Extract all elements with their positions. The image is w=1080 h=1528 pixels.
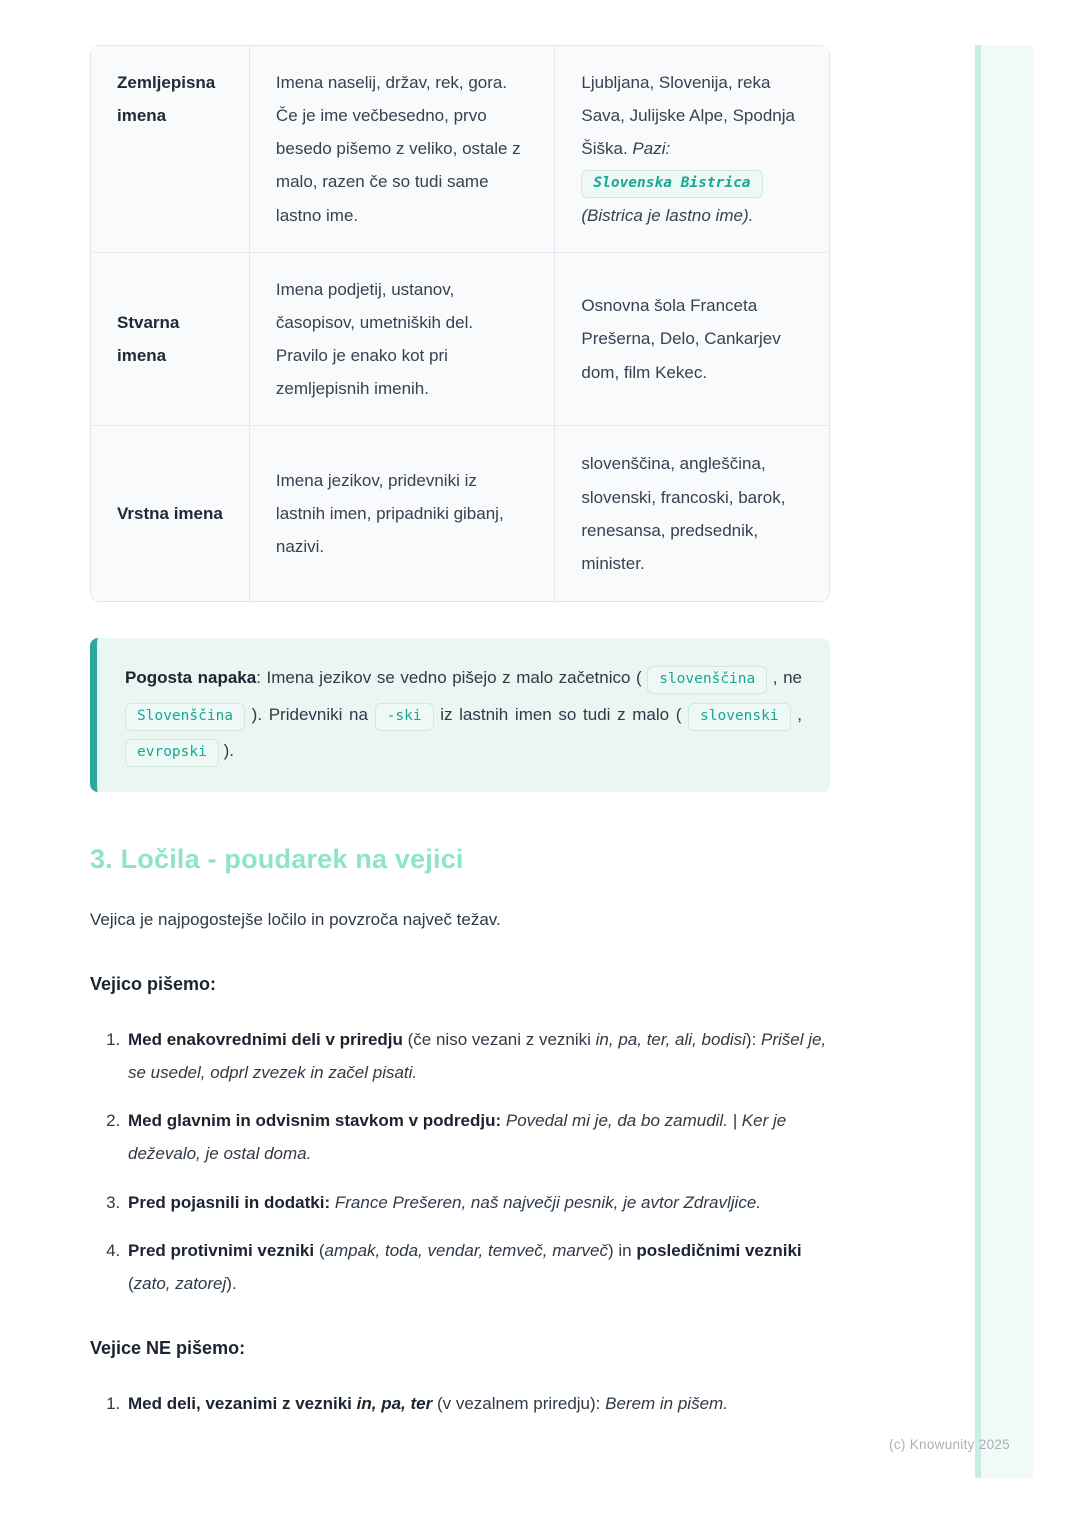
- examples-note: (Bistrica je lastno ime).: [581, 205, 754, 225]
- rule-text: ).: [226, 1273, 237, 1293]
- examples-text: Ljubljana, Slovenija, reka Sava, Julijske Alpe, Spodnja Šiška.: [581, 73, 795, 159]
- rule-bold: Med glavnim in odvisnim stavkom v podredju:: [128, 1111, 502, 1131]
- table-term-cell: Stvarna imena: [91, 253, 249, 427]
- callout-text: : Imena jezikov se vedno pišejo z malo začetnico (: [256, 668, 648, 688]
- rule-text: (če niso vezani z vezniki: [402, 1030, 596, 1050]
- code-chip: slovenski: [688, 703, 791, 731]
- rule-example: Prišel je, se usedel, odprl zvezek in začel pisati.: [128, 1030, 827, 1083]
- table-examples-cell: slovenščina, angleščina, slovenski, francoski, barok, renesansa, predsednik, minister.: [554, 426, 829, 601]
- list-item: [125, 1387, 830, 1420]
- rule-text: (: [128, 1273, 134, 1293]
- table-term-cell: Zemljepisna imena: [91, 46, 249, 253]
- list-item: [125, 1023, 830, 1089]
- rule-text: ) in: [607, 1240, 637, 1260]
- rule-example: Povedal mi je, da bo zamudil. | Ker je deževalo, je ostal doma.: [128, 1111, 787, 1164]
- table-examples-cell: Osnovna šola Franceta Prešerna, Delo, Cankarjev dom, film Kekec.: [554, 253, 829, 427]
- rule-bold: Med enakovrednimi deli v priredju: [128, 1030, 403, 1050]
- copyright-notice: (c) Knowunity 2025: [889, 1437, 1010, 1452]
- callout-text: iz lastnih imen so tudi z malo (: [433, 704, 689, 724]
- code-chip: evropski: [125, 739, 219, 767]
- rule-text: ):: [745, 1030, 762, 1050]
- code-chip: Slovenščina: [125, 703, 245, 731]
- subheading-comma-not-written: Vejice NE pišemo:: [90, 1338, 246, 1359]
- rule-bold: Pred protivnimi vezniki: [128, 1240, 315, 1260]
- comma-written-list: [90, 1023, 830, 1300]
- next-page-preview-strip: [975, 45, 1033, 1478]
- list-item: [125, 1234, 830, 1300]
- code-chip: -ski: [375, 703, 434, 731]
- rule-bold: posledičnimi vezniki: [636, 1240, 802, 1260]
- callout-text: ).: [218, 741, 234, 761]
- table-definition-cell: Imena jezikov, pridevniki iz lastnih imen, pripadniki gibanj, nazivi.: [249, 426, 554, 601]
- table-row: [91, 253, 829, 427]
- rule-italic: zato, zatorej: [133, 1273, 227, 1293]
- rule-bold: Med deli, vezanimi z vezniki: [128, 1394, 357, 1414]
- capitalization-table: [90, 45, 830, 602]
- subheading-comma-written: Vejico pišemo:: [90, 974, 217, 995]
- table-row: [91, 426, 829, 601]
- callout-text: , ne: [767, 668, 802, 688]
- code-chip: Slovenska Bistrica: [581, 170, 762, 198]
- callout-title: Pogosta napaka: [125, 668, 257, 688]
- document-page: [90, 45, 830, 1420]
- table-examples-cell: [554, 46, 829, 253]
- table-definition-cell: Imena naselij, držav, rek, gora. Če je ime večbesedno, prvo besedo pišemo z veliko, ostale z malo, razen če so tudi same lastno ime.: [249, 46, 554, 253]
- rule-bold-italic: in, pa, ter: [356, 1394, 433, 1414]
- table-row: [91, 46, 829, 253]
- rule-text: (v vezalnem priredju):: [432, 1394, 606, 1414]
- table-term-cell: Vrstna imena: [91, 426, 249, 601]
- rule-italic: in, pa, ter, ali, bodisi: [595, 1030, 746, 1050]
- common-mistake-callout: [90, 638, 830, 792]
- section-heading: 3. Ločila - poudarek na vejici: [90, 843, 464, 874]
- list-item: [125, 1186, 830, 1219]
- rule-example: Berem in pišem.: [605, 1394, 728, 1414]
- section-intro: Vejica je najpogostejše ločilo in povzroča največ težav.: [90, 909, 501, 929]
- comma-not-written-list: [90, 1387, 830, 1420]
- callout-text: ,: [790, 704, 802, 724]
- code-chip: slovenščina: [647, 666, 767, 694]
- table-definition-cell: Imena podjetij, ustanov, časopisov, umetniških del. Pravilo je enako kot pri zemljepisnih imenih.: [249, 253, 554, 427]
- rule-italic: ampak, toda, vendar, temveč, marveč: [324, 1240, 608, 1260]
- warning-label: Pazi:: [632, 139, 671, 159]
- list-item: [125, 1104, 830, 1170]
- callout-text: ). Pridevniki na: [245, 704, 375, 724]
- rule-bold: Pred pojasnili in dodatki:: [128, 1192, 331, 1212]
- rule-example: France Prešeren, naš največji pesnik, je avtor Zdravljice.: [334, 1192, 762, 1212]
- rule-text: (: [314, 1240, 325, 1260]
